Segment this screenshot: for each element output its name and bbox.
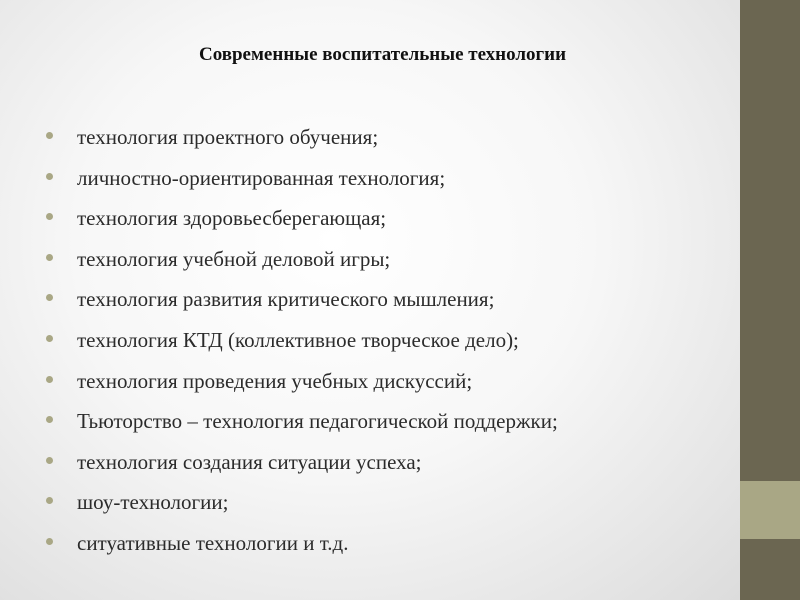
- bullet-dot-icon: [46, 213, 53, 220]
- bullet-dot-icon: [46, 254, 53, 261]
- bullet-text: технология проведения учебных дискуссий;: [77, 368, 473, 393]
- bullet-text: технология проектного обучения;: [77, 125, 379, 149]
- bullet-dot-icon: [46, 416, 53, 423]
- bullet-dot-icon: [46, 173, 53, 180]
- bullet-dot-icon: [46, 497, 53, 504]
- bullet-text: технология развития критического мышления;: [77, 287, 495, 312]
- bullet-text: технология создания ситуации успеха;: [77, 449, 422, 474]
- side-bar-accent: [740, 481, 800, 539]
- bullet-text: личностно-ориентированная технология;: [77, 165, 446, 190]
- bullet-dot-icon: [46, 335, 53, 342]
- bullet-text: шоу-технологии;: [77, 490, 229, 515]
- bullet-dot-icon: [46, 294, 53, 301]
- bullet-text: технология здоровьесберегающая;: [77, 206, 387, 231]
- bullet-dot-icon: [46, 538, 53, 545]
- bullet-text: технология учебной деловой игры;: [77, 246, 391, 271]
- slide-title: Современные воспитательные технологии: [198, 44, 567, 65]
- bullet-dot-icon: [46, 132, 53, 139]
- bullet-dot-icon: [46, 376, 53, 383]
- bullet-text: технология КТД (коллективное творческое дело);: [77, 327, 519, 352]
- bullet-dot-icon: [46, 457, 53, 464]
- bullet-text: ситуативные технологии и т.д.: [77, 530, 349, 555]
- bullet-text: Тьюторство – технология педагогической поддержки;: [77, 409, 558, 434]
